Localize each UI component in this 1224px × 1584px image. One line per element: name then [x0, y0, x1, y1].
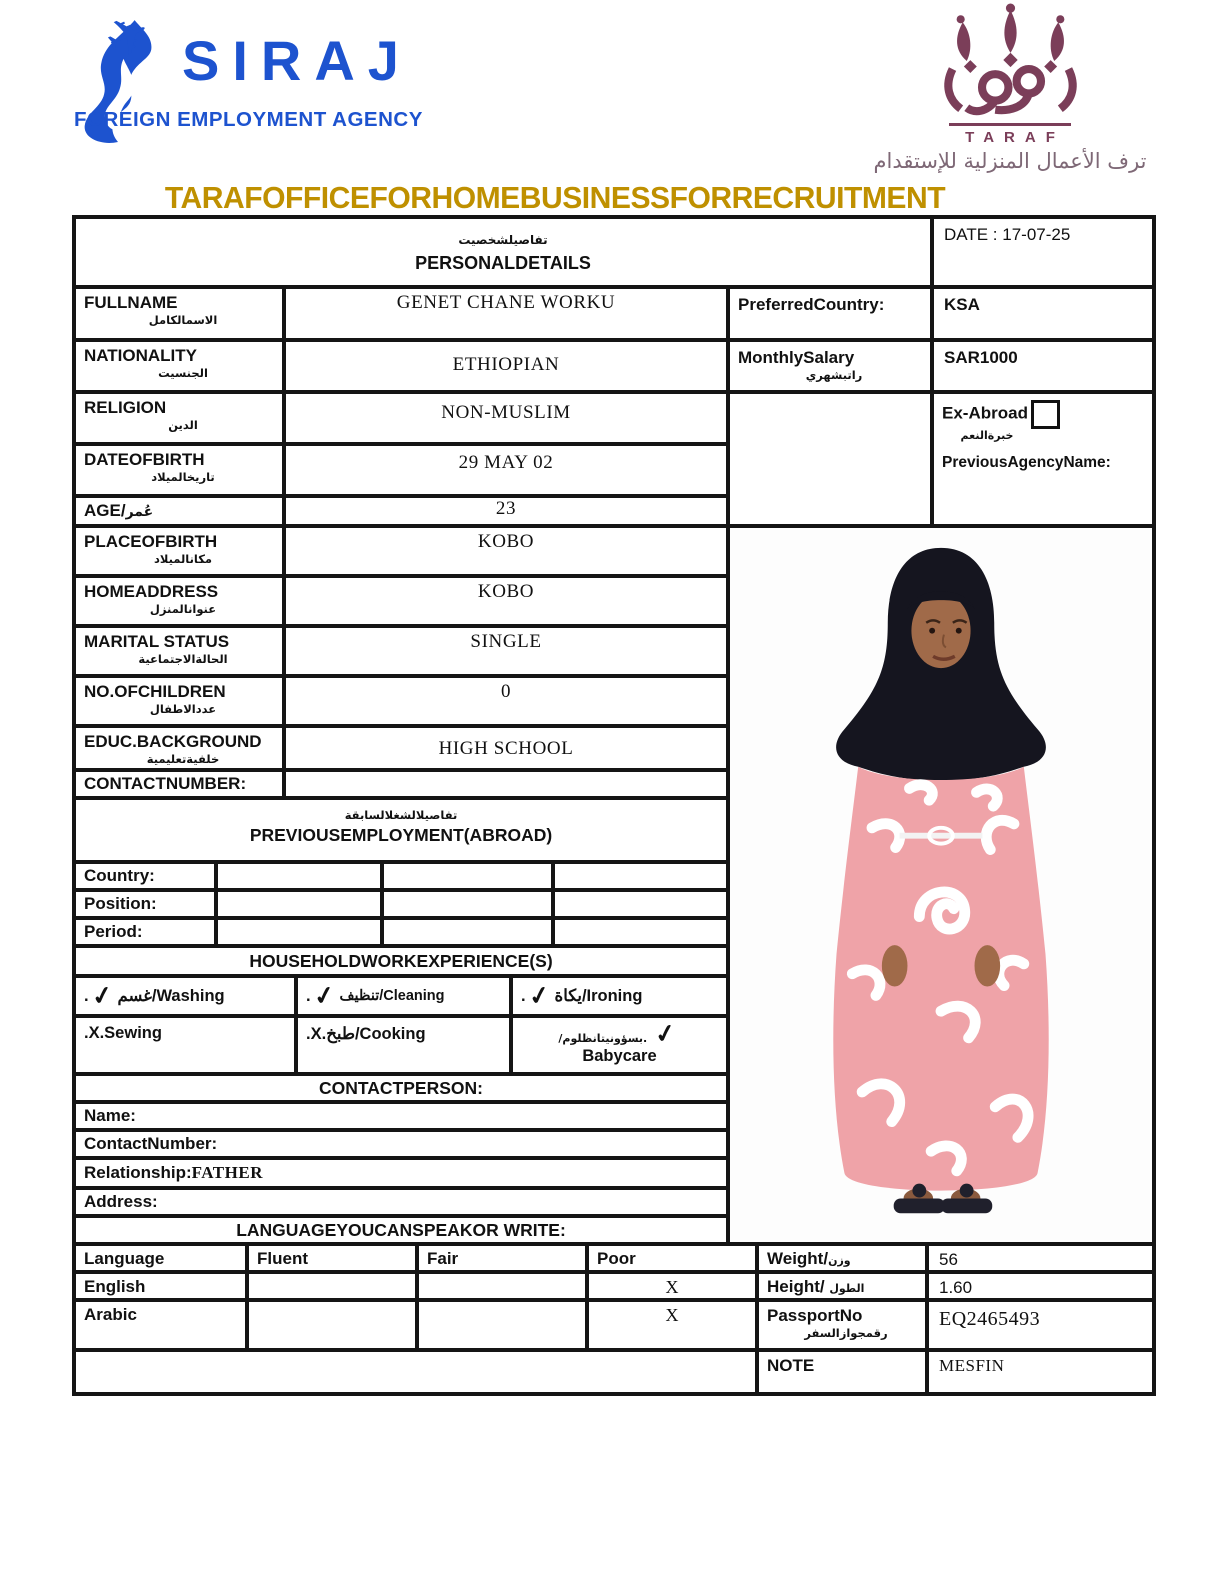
empty-cell [553, 918, 728, 946]
household-cooking: .X.طبخ/Cooking [296, 1016, 511, 1074]
empty-cell [382, 890, 553, 918]
check-icon: ✓ [526, 980, 552, 1012]
monthly-salary-value: SAR1000 [932, 340, 1154, 392]
fullname-arabic: الاسمالكامل [148, 313, 218, 328]
pob-value: KOBO [284, 526, 728, 576]
pob-arabic: مكانالميلاد [153, 552, 213, 567]
dob-label: DATEOFBIRTH [84, 450, 205, 469]
fair-col-header: Fair [417, 1244, 587, 1272]
check-icon: ✓ [652, 1018, 678, 1050]
passport-value: EQ2465493 [927, 1300, 1154, 1350]
age-value: 23 [284, 496, 728, 526]
household-ironing: . ✓ يكاة/Ironing [511, 976, 728, 1016]
relationship-value: FATHER [191, 1163, 263, 1182]
age-label-cell [74, 496, 284, 526]
period-label: Period: [74, 918, 216, 946]
ex-abroad-arabic: خبرةالنعم [960, 429, 1014, 442]
language-row-english: English [74, 1272, 247, 1300]
home-address-label: HOMEADDRESS [84, 582, 219, 601]
previous-employment-title: PREVIOUSEMPLOYMENT(ABROAD) [249, 824, 553, 845]
contact-person-address-label: Address: [74, 1188, 728, 1216]
religion-label-cell [74, 392, 284, 444]
dob-value: 29 MAY 02 [284, 444, 728, 496]
arabic-fair-cell [417, 1300, 587, 1350]
fullname-label: FULLNAME [84, 293, 178, 312]
contact-person-title: CONTACTPERSON: [74, 1074, 728, 1102]
fullname-value: GENET CHANE WORKU [284, 287, 728, 340]
arabic-fluent-cell [247, 1300, 417, 1350]
empty-cell [553, 862, 728, 890]
contact-person-number-label: ContactNumber: [74, 1130, 728, 1158]
contact-person-relationship: Relationship:FATHER [74, 1158, 728, 1188]
applicant-photo-illustration [791, 540, 1091, 1230]
education-label-cell [74, 726, 284, 770]
passport-label-cell: PassportNo رقمجوازالسفر [757, 1300, 927, 1350]
education-value: HIGH SCHOOL [284, 726, 728, 770]
empty-cell [728, 392, 932, 526]
languages-title: LANGUAGEYOUCANSPEAKOR WRITE: [74, 1216, 728, 1244]
fullname-label-cell [74, 287, 284, 340]
svg-text:✈: ✈ [96, 6, 161, 74]
cv-form-table [72, 215, 1156, 1396]
empty-cell [216, 918, 382, 946]
marital-arabic: الحالةالاجتماعية [138, 652, 228, 667]
home-address-value: KOBO [284, 576, 728, 626]
poor-col-header: Poor [587, 1244, 757, 1272]
english-poor-cell: X [587, 1272, 757, 1300]
household-washing: . ✓ غسم/Washing [74, 976, 296, 1016]
height-value: 1.60 [927, 1272, 1154, 1300]
home-address-label-cell [74, 576, 284, 626]
weight-label-cell: Weight/وزن [757, 1244, 927, 1272]
empty-cell [74, 1350, 757, 1394]
ex-abroad-cell [932, 392, 1154, 526]
nationality-value: ETHIOPIAN [284, 340, 728, 392]
check-icon: ✓ [89, 980, 115, 1012]
empty-cell [216, 862, 382, 890]
taraf-logo [830, 2, 1190, 173]
note-label: NOTE [757, 1350, 927, 1394]
education-label: EDUC.BACKGROUND [84, 732, 262, 751]
home-address-arabic: عنوانالمنزل [149, 602, 217, 617]
empty-cell [553, 890, 728, 918]
fluent-col-header: Fluent [247, 1244, 417, 1272]
monthly-salary-label-cell [728, 340, 932, 392]
education-arabic: خلفيةتعليمية [146, 752, 220, 767]
marital-value: SINGLE [284, 626, 728, 676]
position-label: Position: [74, 890, 216, 918]
siraj-tagline: FOREIGN EMPLOYMENT AGENCY [74, 108, 423, 131]
children-arabic: عددالاطفال [149, 702, 217, 717]
household-babycare: /بسؤونيتانظلوم. ✓ Babycare [511, 1016, 728, 1074]
applicant-photo [728, 526, 1154, 1244]
empty-cell [382, 918, 553, 946]
height-label-cell: Height/ الطول [757, 1272, 927, 1300]
taraf-name: TARAF [949, 123, 1071, 146]
personal-details-header-cell [74, 217, 932, 287]
weight-value: 56 [927, 1244, 1154, 1272]
siraj-logo [70, 6, 450, 146]
contact-person-name-label: Name: [74, 1102, 728, 1130]
pob-label-cell [74, 526, 284, 576]
nationality-label-cell [74, 340, 284, 392]
arabic-poor-cell: X [587, 1300, 757, 1350]
previous-agency-label: PreviousAgencyName: [942, 454, 1111, 471]
height-arabic: الطول [829, 1282, 865, 1295]
children-label-cell [74, 676, 284, 726]
monthly-salary-label: MonthlySalary [738, 348, 855, 367]
weight-arabic: وزن [828, 1254, 851, 1267]
date-cell: DATE : 17-07-25 [932, 217, 1154, 287]
preferred-country-label: PreferredCountry: [728, 287, 932, 340]
empty-cell [382, 862, 553, 890]
personal-details-arabic: تفاصيلشخصيت [458, 233, 548, 247]
contact-number-value [284, 770, 728, 798]
page-title: TARAFOFFICEFORHOMEBUSINESSFORRECRUITMENT [164, 180, 946, 215]
previous-employment-header-cell [74, 798, 728, 862]
monthly-salary-arabic: راتبشهري [805, 368, 863, 383]
contact-number-label: CONTACTNUMBER: [74, 770, 284, 798]
language-row-arabic: Arabic [74, 1300, 247, 1350]
religion-value: NON-MUSLIM [284, 392, 728, 444]
personal-details-title: PERSONALDETAILS [415, 253, 591, 273]
marital-label-cell [74, 626, 284, 676]
children-label: NO.OFCHILDREN [84, 682, 226, 701]
nationality-label: NATIONALITY [84, 346, 198, 365]
country-label: Country: [74, 862, 216, 890]
preferred-country-value: KSA [932, 287, 1154, 340]
taraf-crown-icon [923, 2, 1098, 124]
dob-arabic: تاريخالميلاد [151, 470, 215, 485]
previous-employment-arabic: تفاصيلالشغلالسابقة [344, 808, 458, 822]
ex-abroad-checkbox [1031, 400, 1060, 429]
age-arabic: عُمر [125, 504, 154, 520]
age-label: AGE/ [84, 501, 126, 520]
household-title: HOUSEHOLDWORKEXPERIENCE(S) [74, 946, 728, 976]
religion-label: RELIGION [84, 398, 167, 417]
nationality-arabic: الجنسيت [158, 366, 208, 381]
household-cleaning: . ✓ تنظيف/Cleaning [296, 976, 511, 1016]
children-value: 0 [284, 676, 728, 726]
dob-label-cell [74, 444, 284, 496]
marital-label: MARITAL STATUS [84, 632, 230, 651]
empty-cell [216, 890, 382, 918]
pob-label: PLACEOFBIRTH [84, 532, 218, 551]
ex-abroad-label: Ex-Abroad [942, 403, 1028, 423]
english-fair-cell [417, 1272, 587, 1300]
household-sewing: .X.Sewing [74, 1016, 296, 1074]
religion-arabic: الدين [168, 418, 198, 433]
note-value: MESFIN [927, 1350, 1154, 1394]
check-icon: ✓ [311, 980, 337, 1012]
english-fluent-cell [247, 1272, 417, 1300]
language-col-header: Language [74, 1244, 247, 1272]
passport-arabic: رقمجوازالسفر [804, 1326, 888, 1341]
siraj-name: SIRAJ [182, 29, 412, 92]
taraf-tagline-arabic: ترف الأعمال المنزلية للإستقدام [873, 149, 1147, 173]
